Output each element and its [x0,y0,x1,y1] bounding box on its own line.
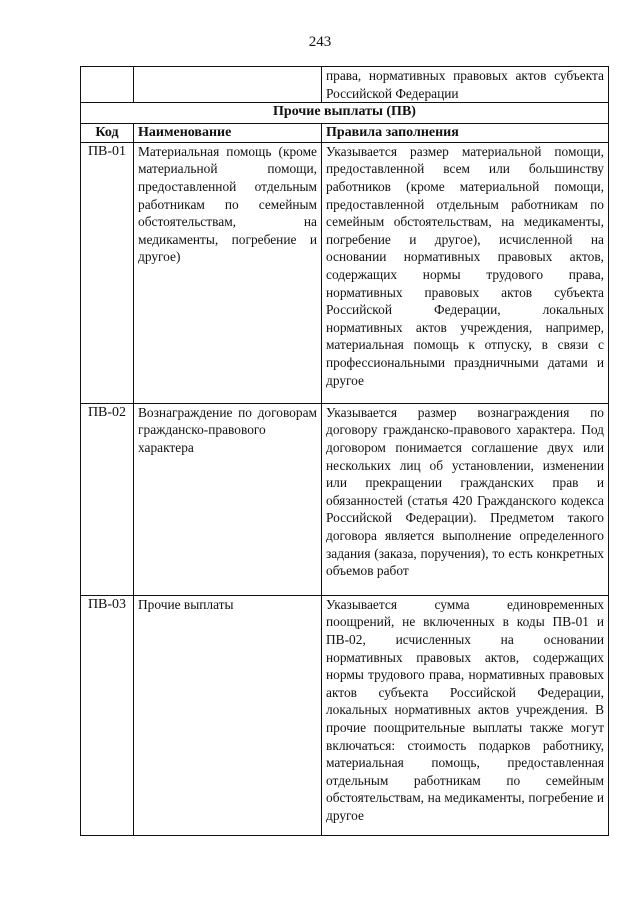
row-name: Прочие выплаты [134,595,322,835]
row-code: ПВ-01 [81,142,134,403]
column-header-row [81,124,609,143]
table-row [81,595,609,835]
header-rules: Правила заполнения [322,124,609,143]
payments-table [80,66,609,836]
continuation-rules-cell: права, нормативных правовых актов субъекта Российской Федерации [322,67,609,103]
header-code: Код [81,124,134,143]
continuation-code-cell [81,67,134,103]
page-number: 243 [308,34,332,50]
row-code: ПВ-03 [81,595,134,835]
table-row [81,403,609,595]
header-name: Наименование [134,124,322,143]
table-row-continuation [81,67,609,103]
row-rules: Указывается сумма единовременных поощрений, не включенных в коды ПВ-01 и ПВ-02, исчисленных на основании нормативных правовых актов, содержащих нормы трудового права, нормативных правовых актов субъекта Российской Федерации, локальных нормативных актов учреждения. В прочие поощрительные выплаты также могут включаться: стоимость подарков работнику, материальная помощь, предоставленная отдельным работникам по семейным обстоятельствам, на медикаменты, погребение и другое [322,595,609,835]
continuation-name-cell [134,67,322,103]
section-heading-row [81,103,609,124]
row-name: Материальная помощь (кроме материальной помощи, предоставленной отдельным работникам по семейным обстоятельствам, на медикаменты, погребение и другое) [134,142,322,403]
section-title: Прочие выплаты (ПВ) [81,103,609,124]
row-name: Вознаграждение по договорам гражданско-правового характера [134,403,322,595]
table-row [81,142,609,403]
row-rules: Указывается размер вознаграждения по договору гражданско-правового характера. Под договором понимается соглашение двух или нескольких лиц об установлении, изменении или прекращении гражданских прав и обязанностей (статья 420 Гражданского кодекса Российской Федерации). Предметом такого договора является выполнение определенного задания (заказа, поручения), то есть конкретных объемов работ [322,403,609,595]
row-code: ПВ-02 [81,403,134,595]
row-rules: Указывается размер материальной помощи, предоставленной всем или большинству работников (кроме материальной помощи, предоставленной отдельным работникам по семейным обстоятельствам, на медикаменты, погребение и другое), исчисленной на основании нормативных правовых актов, содержащих нормы трудового права, нормативных правовых актов субъекта Российской Федерации, локальных нормативных актов учреждения, например, материальная помощь к отпуску, в связи с профессиональными праздничными датами и другое [322,142,609,403]
